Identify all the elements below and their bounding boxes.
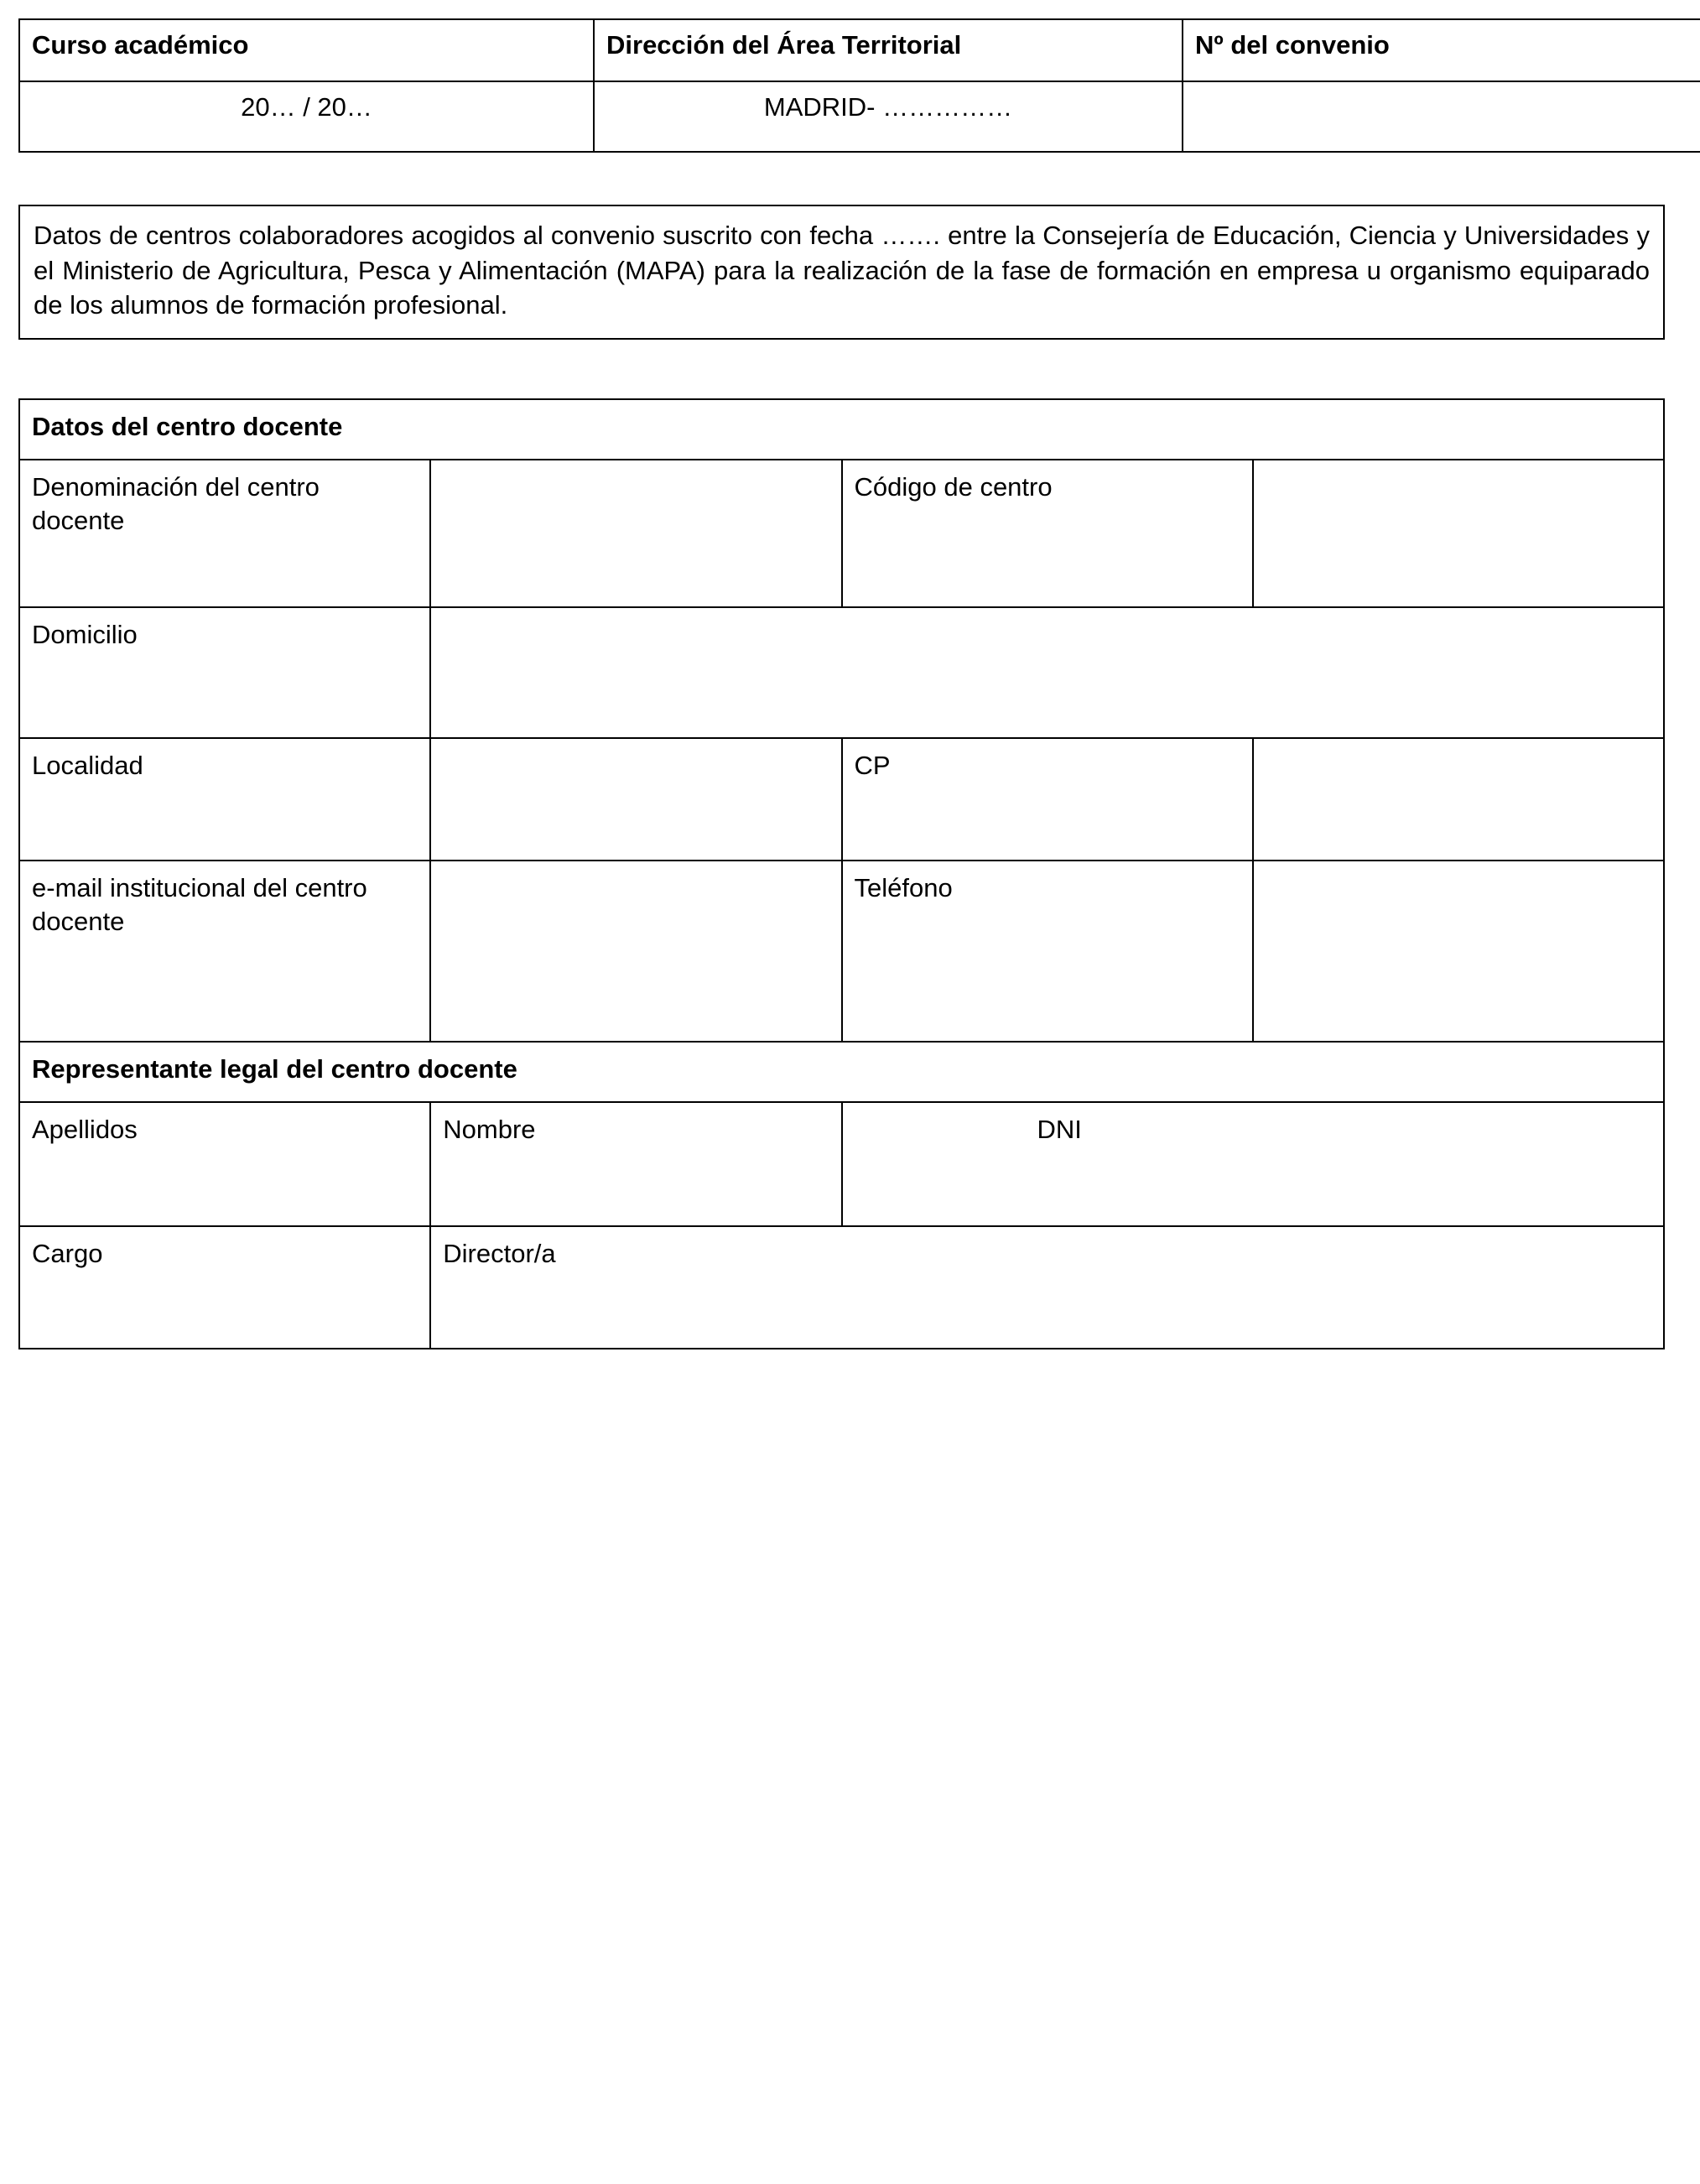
label-apellidos: Apellidos [19,1102,430,1226]
label-domicilio: Domicilio [19,607,430,738]
field-email-institucional[interactable] [430,861,841,1042]
label-email-institucional: e-mail institucional del centro docente [19,861,430,1042]
field-numero-convenio[interactable] [1183,81,1700,152]
table-row [19,1102,1664,1226]
table-row [19,1226,1664,1349]
field-codigo-centro[interactable] [1253,460,1664,607]
label-dni-text: DNI [1037,1114,1082,1144]
intro-paragraph: Datos de centros colaboradores acogidos al convenio suscrito con fecha ……. entre la Consejería de Educación, Ciencia y Universidades y el Ministerio de Agricultura, Pesca y Alimentación (MAPA) para la realización de la fase de formación en empresa u organismo equiparado de los alumnos de formación profesional. [19,205,1664,339]
header-table [18,18,1700,153]
field-codigo-postal[interactable] [1253,738,1664,861]
field-direccion-area-territorial[interactable]: MADRID- …………… [594,81,1183,152]
table-row [19,205,1664,339]
field-domicilio[interactable] [430,607,1664,738]
header-cell-curso-academico: Curso académico [19,19,594,81]
field-curso-academico[interactable]: 20… / 20… [19,81,594,152]
section-title-datos-centro-docente: Datos del centro docente [19,399,1664,460]
field-telefono[interactable] [1253,861,1664,1042]
header-cell-direccion-area-territorial: Dirección del Área Territorial [594,19,1183,81]
label-nombre: Nombre [430,1102,841,1226]
table-row [19,607,1664,738]
table-row [19,81,1700,152]
label-codigo-centro: Código de centro [842,460,1253,607]
field-cargo[interactable]: Director/a [430,1226,1664,1349]
field-localidad[interactable] [430,738,841,861]
table-row [19,460,1664,607]
label-cargo: Cargo [19,1226,430,1349]
section-title-representante-legal: Representante legal del centro docente [19,1042,1664,1102]
label-telefono: Teléfono [842,861,1253,1042]
centro-docente-table [18,398,1665,1349]
table-row [19,19,1700,81]
field-denominacion-centro[interactable] [430,460,841,607]
table-row [19,861,1664,1042]
table-row [19,1042,1664,1102]
label-codigo-postal: CP [842,738,1253,861]
table-row [19,399,1664,460]
label-dni [842,1102,1665,1226]
intro-table [18,205,1665,340]
table-row [19,738,1664,861]
label-denominacion-centro: Denominación del centro docente [19,460,430,607]
header-cell-numero-convenio: Nº del convenio [1183,19,1700,81]
label-localidad: Localidad [19,738,430,861]
